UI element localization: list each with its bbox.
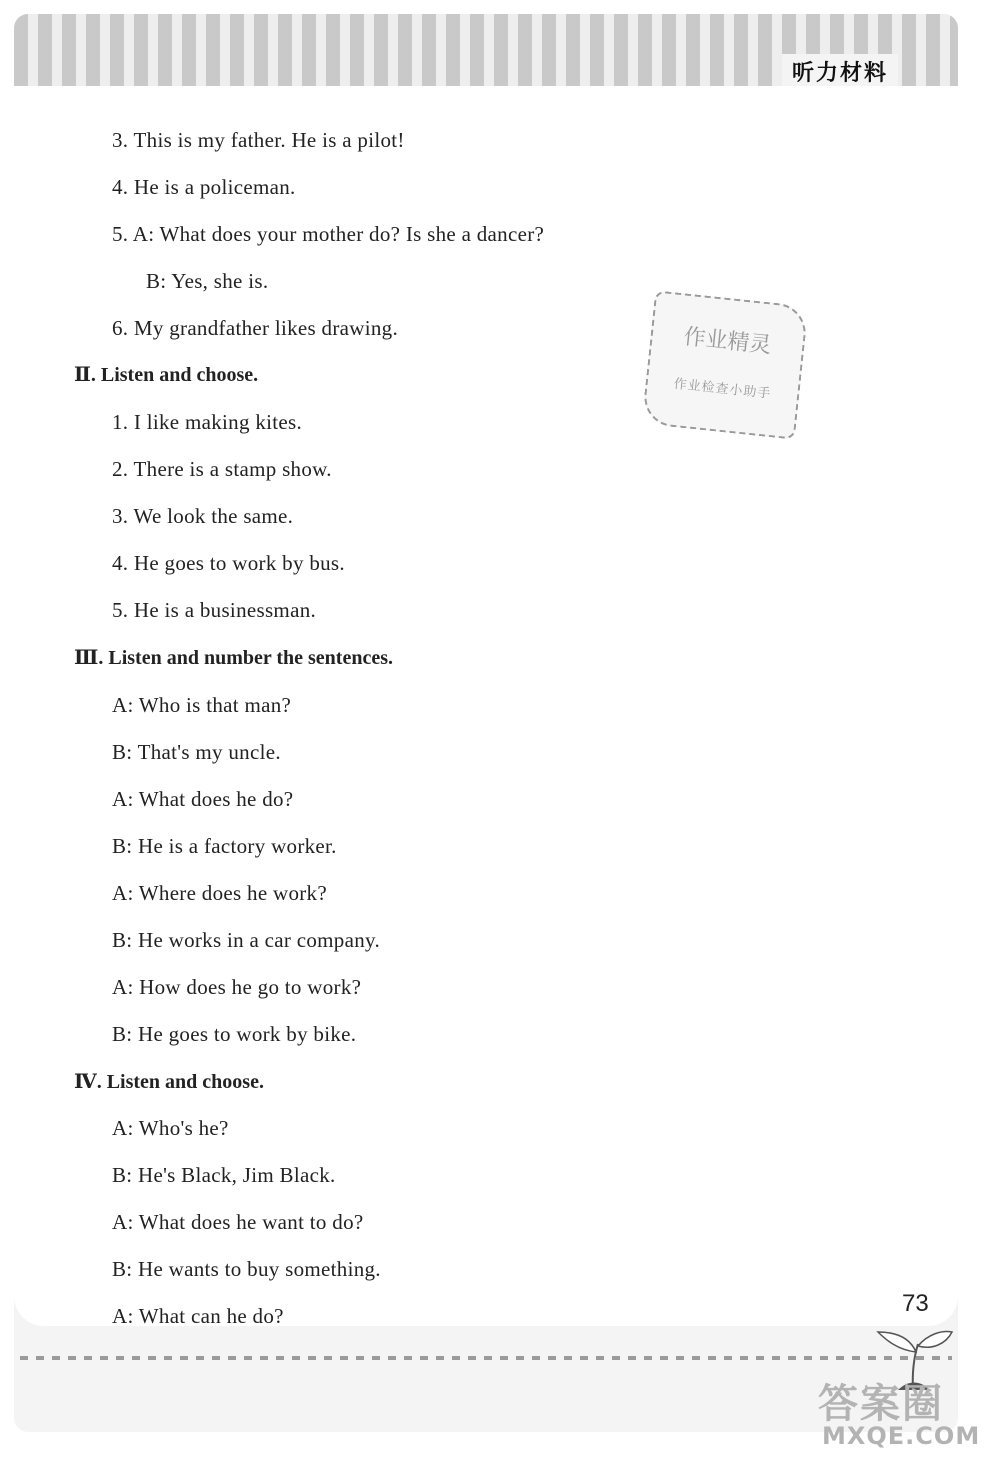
- section-heading: Ⅱ. Listen and choose.: [74, 364, 259, 386]
- text-line: 3. This is my father. He is a pilot!: [112, 128, 405, 152]
- text-line: B: He wants to buy something.: [112, 1257, 381, 1281]
- text-line: A: Who's he?: [112, 1116, 229, 1140]
- text-line: A: What can he do?: [112, 1304, 284, 1328]
- footer-dotted-rule: [20, 1356, 952, 1360]
- text-line: 6. My grandfather likes drawing.: [112, 316, 399, 340]
- page-number: 73: [902, 1290, 929, 1317]
- text-line: A: How does he go to work?: [112, 975, 362, 999]
- text-line: 4. He is a policeman.: [112, 175, 296, 199]
- text-line: B: Yes, she is.: [146, 269, 269, 293]
- text-line: 2. There is a stamp show.: [112, 457, 332, 481]
- section-heading: Ⅲ. Listen and number the sentences.: [74, 647, 394, 669]
- watermark-url: MXQE.COM: [822, 1422, 981, 1450]
- text-line: A: What does he want to do?: [112, 1210, 364, 1234]
- header-title: 听力材料: [782, 54, 898, 89]
- text-line: B: That's my uncle.: [112, 740, 281, 764]
- text-line: B: He is a factory worker.: [112, 834, 337, 858]
- text-line: A: What does he do?: [112, 787, 294, 811]
- text-line: 3. We look the same.: [112, 504, 294, 528]
- stamp-title: 作业精灵: [682, 324, 773, 359]
- text-line: B: He goes to work by bike.: [112, 1022, 357, 1046]
- text-line: 4. He goes to work by bus.: [112, 551, 345, 575]
- text-line: B: He's Black, Jim Black.: [112, 1163, 336, 1187]
- text-line: 1. I like making kites.: [112, 410, 303, 434]
- site-watermark: [800, 1372, 1000, 1457]
- stamp-subtitle: 作业检查小助手: [672, 376, 772, 402]
- text-line: B: He works in a car company.: [112, 928, 381, 952]
- text-line: 5. He is a businessman.: [112, 598, 317, 622]
- section-heading: Ⅳ. Listen and choose.: [74, 1071, 264, 1093]
- text-line: 5. A: What does your mother do? Is she a dancer?: [112, 222, 545, 246]
- homework-stamp: [641, 290, 808, 439]
- text-line: A: Who is that man?: [112, 693, 292, 717]
- watermark-title: 答案圈: [818, 1381, 944, 1427]
- text-line: A: Where does he work?: [112, 881, 327, 905]
